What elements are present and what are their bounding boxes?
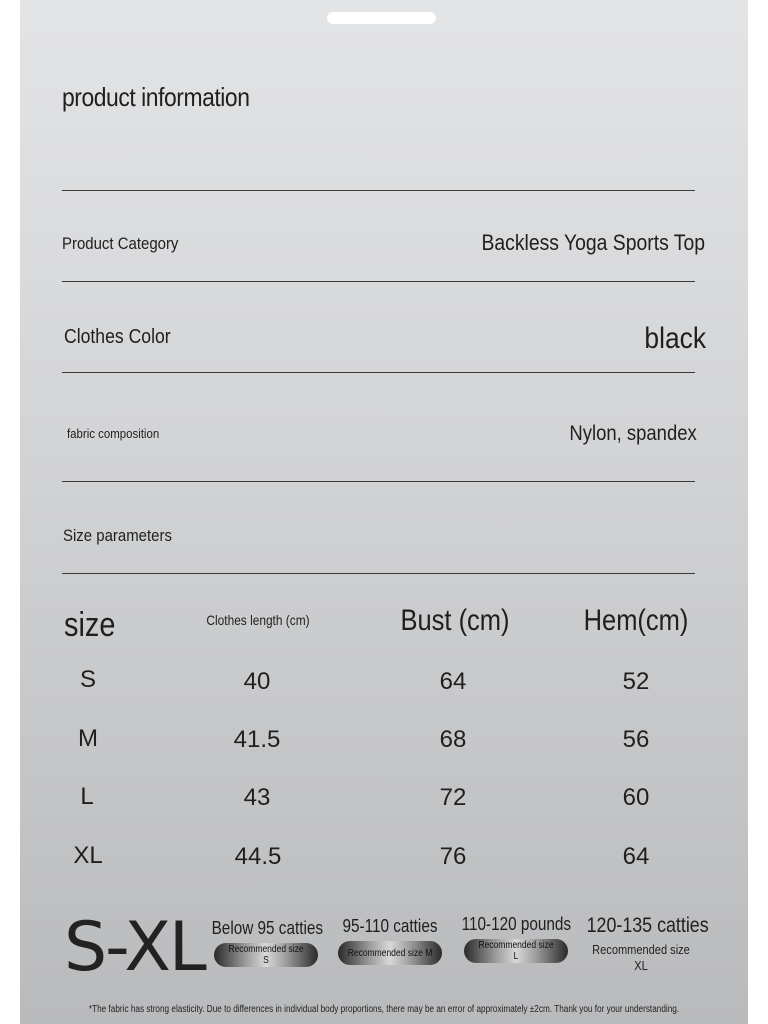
recommended-size-value: L [513,951,519,962]
cell-length: 41.5 [233,726,281,753]
cell-length: 43 [243,784,271,811]
divider [62,190,695,191]
cell-length: 44.5 [234,843,282,870]
cell-length: 40 [243,668,271,695]
divider [62,573,695,574]
size-range: S-XL [64,908,205,987]
header-hem: Hem(cm) [583,604,689,637]
section-title: product information [62,82,250,112]
cell-size: S [79,666,96,693]
recommended-size [577,942,705,974]
cell-size: M [78,725,98,752]
recommended-size-pill [214,943,318,967]
cell-bust: 72 [439,784,467,811]
info-value-fabric: Nylon, spandex [569,422,697,445]
weight-label: 110-120 pounds [461,914,572,934]
cell-hem: 60 [622,784,650,811]
cell-bust: 64 [439,668,467,695]
info-value-color: black [644,322,706,355]
info-label-category: Product Category [62,234,179,253]
product-info-card [20,0,748,1024]
weight-block-l [452,914,580,963]
header-size: size [64,606,116,644]
info-value-category: Backless Yoga Sports Top [481,230,705,255]
recommended-size-pill [464,939,568,963]
drag-handle[interactable] [327,12,436,24]
cell-hem: 56 [622,726,650,753]
footnote: *The fabric has strong elasticity. Due to differences in individual body proportions, there may be an error of approximately ±2cm. Thank you for your understanding. [88,1004,680,1015]
divider [62,481,695,482]
recommended-size-value: S [263,955,269,966]
header-bust: Bust (cm) [400,604,510,637]
info-label-fabric: fabric composition [67,426,160,441]
weight-label: 120-135 catties [586,914,709,937]
recommended-size-text: Recommended size [592,942,690,957]
cell-bust: 76 [439,843,467,870]
recommended-size-pill [338,941,442,965]
weight-block-s [202,918,330,967]
cell-hem: 64 [622,843,650,870]
cell-hem: 52 [622,668,650,695]
header-length: Clothes length (cm) [206,612,310,628]
info-label-color: Clothes Color [64,326,171,348]
recommended-size-value: XL [634,958,648,973]
cell-size: XL [73,842,103,869]
weight-block-xl [577,914,709,974]
info-label-size-params: Size parameters [63,526,172,545]
recommended-size-text: Recommended size [478,940,554,951]
cell-size: L [80,783,94,810]
weight-label: Below 95 catties [211,918,324,938]
cell-bust: 68 [439,726,467,753]
recommended-size-text: Recommended size M [347,948,433,959]
recommended-size-text: Recommended size [228,944,304,955]
weight-block-m [326,916,454,965]
weight-label: 95-110 catties [342,916,438,936]
divider [62,281,695,282]
divider [62,372,695,373]
